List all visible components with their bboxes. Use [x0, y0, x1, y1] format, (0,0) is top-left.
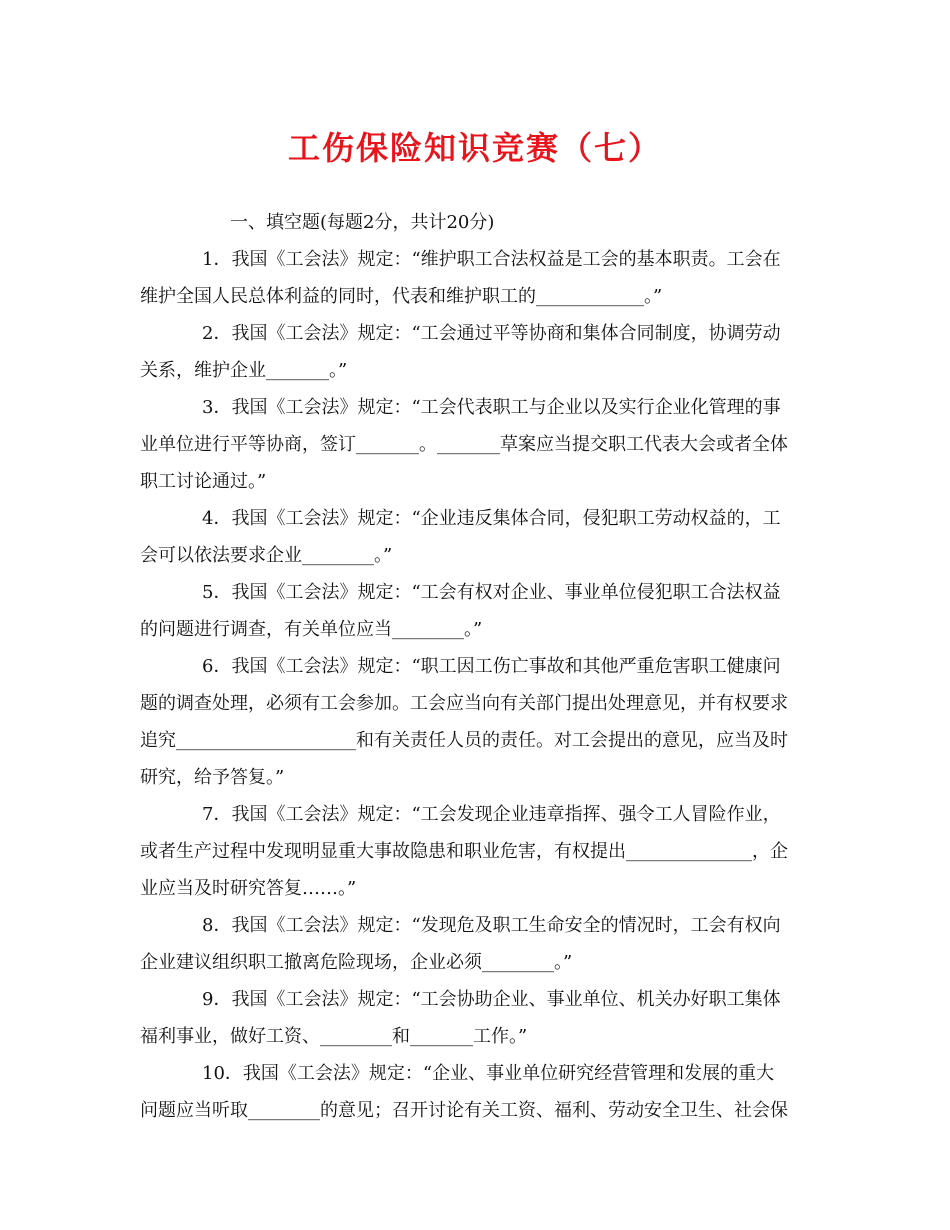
question-line: 题的调查处理，必须有工会参加。工会应当向有关部门提出处理意见，并有权要求	[140, 693, 788, 714]
question-5	[140, 574, 810, 648]
question-line: 关系，维护企业_______。”	[140, 360, 348, 381]
question-line: 1．我国《工会法》规定：“维护职工合法权益是工会的基本职责。工会在	[202, 249, 781, 270]
question-line: 的问题进行调查，有关单位应当________。”	[140, 619, 483, 640]
question-line: 维护全国人民总体利益的同时，代表和维护职工的____________。”	[140, 286, 663, 307]
question-line: 10．我国《工会法》规定：“企业、事业单位研究经营管理和发展的重大	[202, 1063, 775, 1084]
question-6	[140, 648, 810, 796]
question-line: 或者生产过程中发现明显重大事故隐患和职业危害，有权提出______________，企	[140, 841, 788, 862]
question-3	[140, 389, 810, 500]
question-10	[140, 1055, 810, 1129]
question-line: 4．我国《工会法》规定：“企业违反集体合同，侵犯职工劳动权益的，工	[202, 508, 781, 529]
question-line: 福利事业，做好工资、________和_______工作。”	[140, 1026, 528, 1047]
question-line: 业应当及时研究答复……。”	[140, 878, 357, 899]
question-line: 6．我国《工会法》规定：“职工因工伤亡事故和其他严重危害职工健康问	[202, 656, 781, 677]
question-line: 5．我国《工会法》规定：“工会有权对企业、事业单位侵犯职工合法权益	[202, 582, 781, 603]
question-line: 职工讨论通过。”	[140, 471, 267, 492]
question-line: 2．我国《工会法》规定：“工会通过平等协商和集体合同制度，协调劳动	[202, 323, 781, 344]
question-9	[140, 981, 810, 1055]
question-line: 业单位进行平等协商，签订_______。_______草案应当提交职工代表大会或者全体	[140, 434, 788, 455]
page-title: 工伤保险知识竞赛（七）	[287, 129, 662, 167]
question-line: 问题应当听取________的意见；召开讨论有关工资、福利、劳动安全卫生、社会保	[140, 1100, 788, 1121]
question-7	[140, 796, 810, 907]
question-1	[140, 241, 810, 315]
question-line: 3．我国《工会法》规定：“工会代表职工与企业以及实行企业化管理的事	[202, 397, 781, 418]
question-4	[140, 500, 810, 574]
question-line: 企业建议组织职工撤离危险现场，企业必须________。”	[140, 952, 573, 973]
document-body	[140, 204, 810, 1129]
question-2	[140, 315, 810, 389]
question-line: 研究，给予答复。”	[140, 767, 285, 788]
question-line: 8．我国《工会法》规定：“发现危及职工生命安全的情况时，工会有权向	[202, 915, 781, 936]
question-line: 会可以依法要求企业________。”	[140, 545, 393, 566]
question-line: 7．我国《工会法》规定：“工会发现企业违章指挥、强令工人冒险作业，	[202, 804, 781, 825]
question-8	[140, 907, 810, 981]
question-line: 9．我国《工会法》规定：“工会协助企业、事业单位、机关办好职工集体	[202, 989, 781, 1010]
question-line: 追究____________________和有关责任人员的责任。对工会提出的意见，应当及时	[140, 730, 788, 751]
section-heading: 一、填空题(每题2分，共计20分)	[230, 212, 495, 233]
